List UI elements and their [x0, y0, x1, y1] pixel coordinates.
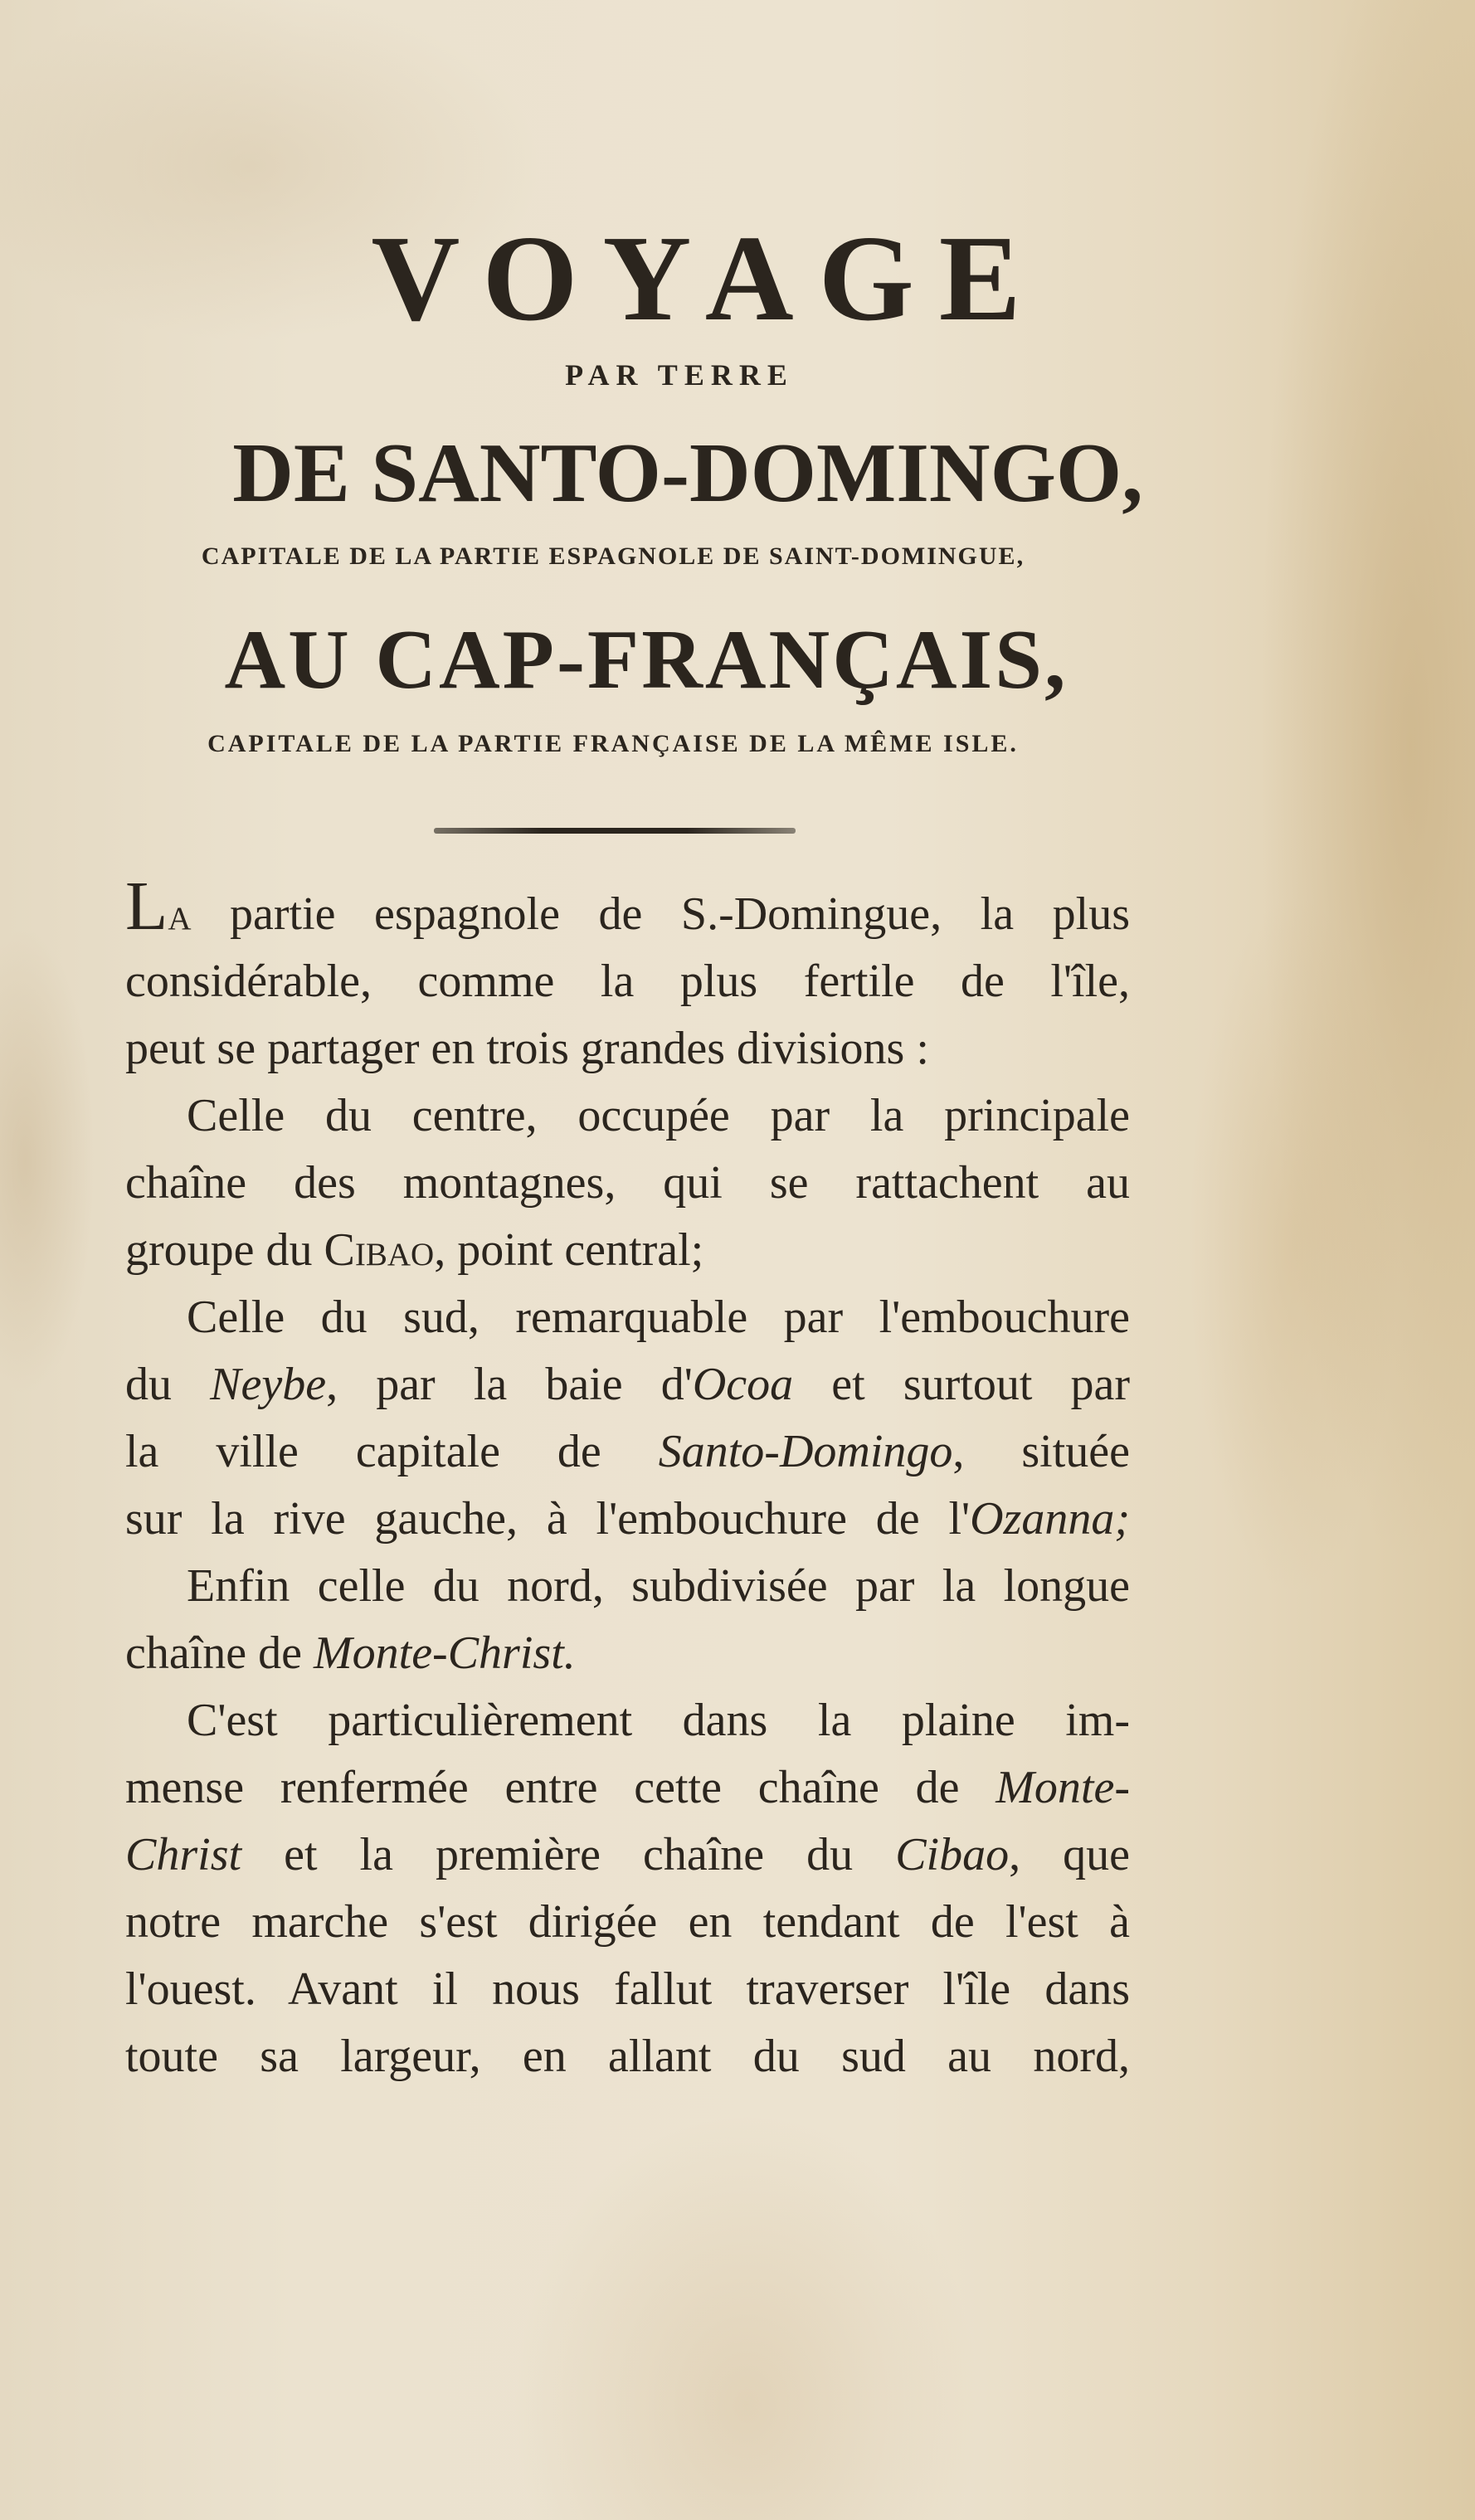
origin-heading: DE SANTO-DOMINGO, [232, 426, 1143, 520]
text-segment: , située [952, 1426, 1130, 1477]
text-segment: sur la rive gauche, à l'embouchure de l' [125, 1493, 971, 1545]
section-divider [434, 828, 796, 834]
text-segment: et surtout par [793, 1359, 1131, 1410]
text-segment: a [168, 888, 192, 940]
destination-heading: AU CAP-FRANÇAIS, [224, 613, 1069, 707]
text-line [125, 948, 1130, 1015]
italic-text: Christ [125, 1829, 242, 1880]
italic-text: Cibao [895, 1829, 1010, 1880]
origin-description: CAPITALE DE LA PARTIE ESPAGNOLE DE SAINT-DOMINGUE, [201, 542, 1025, 570]
text-segment: considérable, comme la plus fertile de l'île, [125, 956, 1130, 1007]
italic-text: Neybe [210, 1359, 327, 1410]
text-segment: chaîne de [125, 1627, 314, 1679]
text-line [125, 2023, 1130, 2090]
text-segment: du [125, 1359, 211, 1410]
text-segment: mense renfermée entre cette chaîne de [125, 1762, 996, 1813]
italic-text: Monte- [996, 1762, 1130, 1813]
text-line [125, 1620, 1130, 1687]
page-title: VOYAGE [371, 211, 1046, 347]
text-segment: peut se partager en trois grandes divisions : [125, 1023, 929, 1074]
italic-text: Ocoa [692, 1359, 794, 1410]
text-segment: Celle du centre, occupée par la principale [187, 1090, 1130, 1141]
body-text [125, 868, 1131, 2090]
text-segment: et la première chaîne du [241, 1829, 896, 1880]
text-segment: Celle du sud, remarquable par l'embouchure [187, 1292, 1130, 1343]
text-line [125, 1486, 1130, 1553]
text-segment: , que [1009, 1829, 1130, 1880]
text-segment: chaîne des montagnes, qui se rattachent au [125, 1157, 1130, 1209]
text-line [125, 1217, 1130, 1284]
drop-cap: L [125, 868, 168, 945]
text-segment: la ville capitale de [125, 1426, 659, 1477]
text-segment: notre marche s'est dirigée en tendant de l'est à [125, 1896, 1130, 1948]
paragraph [125, 868, 1130, 1082]
text-line [125, 1284, 1130, 1351]
italic-text: Santo-Domingo [658, 1426, 953, 1477]
text-segment: , par la baie d' [326, 1359, 693, 1410]
text-line [125, 1889, 1130, 1956]
text-segment: Enfin celle du nord, subdivisée par la longue [187, 1560, 1130, 1612]
text-line [125, 1687, 1130, 1754]
text-segment: , point central; [434, 1224, 704, 1276]
paragraph [125, 1082, 1130, 1284]
text-segment: l'ouest. Avant il nous fallut traverser l'île dans [125, 1963, 1130, 2015]
text-line [125, 1553, 1130, 1620]
text-segment: toute sa largeur, en allant du sud au nord, [125, 2031, 1130, 2082]
text-line [125, 868, 1130, 948]
text-line [125, 1015, 1130, 1082]
text-segment: C'est particulièrement dans la plaine im- [187, 1695, 1130, 1746]
text-line [125, 1150, 1130, 1217]
text-segment: groupe du [125, 1224, 324, 1276]
paragraph [125, 1284, 1130, 1553]
text-line [125, 1754, 1130, 1822]
destination-description: CAPITALE DE LA PARTIE FRANÇAISE DE LA MÊME ISLE. [207, 730, 1019, 757]
subtitle: PAR TERRE [565, 358, 794, 392]
italic-text: Ozanna; [970, 1493, 1130, 1545]
text-line [125, 1418, 1130, 1486]
text-segment: partie espagnole de S.-Domingue, la plus [191, 888, 1130, 940]
italic-text: Monte-Christ. [313, 1627, 576, 1679]
text-segment: Cibao [324, 1224, 435, 1276]
paragraph [125, 1687, 1130, 2090]
paragraph [125, 1553, 1130, 1687]
text-line [125, 1351, 1130, 1418]
text-line [125, 1082, 1130, 1150]
text-line [125, 1822, 1130, 1889]
text-line [125, 1956, 1130, 2023]
